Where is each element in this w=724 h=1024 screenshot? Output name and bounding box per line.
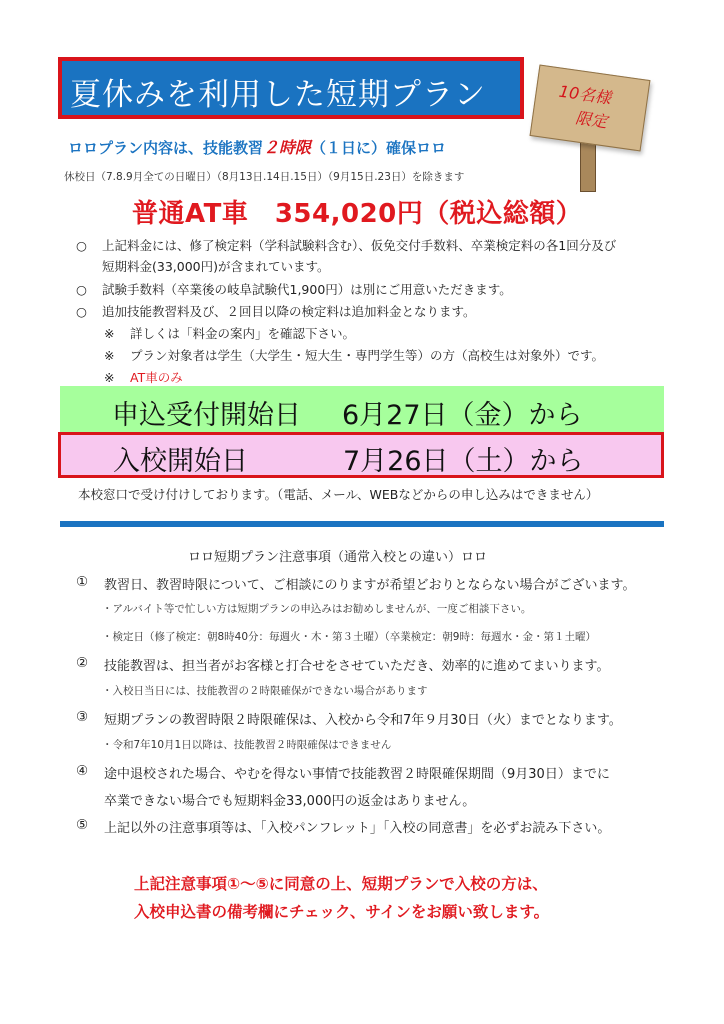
bullet-text: 追加技能教習料及び、２回目以降の検定料は追加料金となります。 [102, 304, 476, 319]
section-divider [60, 521, 664, 527]
caution-sub: ・アルバイト等で忙しい方は短期プランの申込みはお勧めしませんが、一度ご相談下さい。 [102, 603, 532, 615]
bullet-mark: ○ [76, 238, 87, 253]
caution-number: ⑤ [76, 817, 89, 833]
holiday-note: 休校日（7.8.9月全ての日曜日）（8月13日.14日.15日）（9月15日.23日）を除きます [64, 171, 465, 183]
note-item [104, 346, 604, 364]
caution-sub: ・令和7年10月1日以降は、技能教習２時限確保はできません [102, 739, 392, 751]
plan-subheading [68, 135, 446, 158]
bullet-mark: ○ [76, 282, 87, 297]
bullet-item [76, 280, 512, 298]
sign-text-count: 10名様 [557, 81, 613, 108]
subhead-prefix: ロロプラン内容は、技能教習 [68, 139, 264, 157]
caution-text: 卒業できない場合でも短期料金33,000円の返金はありません。 [104, 794, 476, 809]
entrance-date-box [58, 432, 664, 478]
caution-text: 上記以外の注意事項等は、「入校パンフレット」「入校の同意書」を必ずお読み下さい。 [104, 821, 611, 836]
note-text: 詳しくは「料金の案内」を確認下さい。 [130, 326, 356, 341]
caution-number: ② [76, 655, 89, 671]
limited-sign [530, 65, 651, 152]
note-item [104, 324, 355, 342]
caution-text: 短期プランの教習時限２時限確保は、入校から令和7年９月30日（火）までとなります。 [104, 713, 622, 728]
note-mark: ※ [104, 348, 115, 363]
note-mark: ※ [104, 326, 115, 341]
agreement-notice-line1: 上記注意事項①～⑤に同意の上、短期プランで入校の方は、 [134, 875, 548, 893]
entrance-label: 入校開始日 [113, 446, 248, 477]
price-heading: 普通AT車 354,020円（税込総額） [132, 199, 583, 229]
bullet-item [102, 257, 330, 275]
note-text: プラン対象者は学生（大学生・短大生・専門学生等）の方（高校生は対象外）です。 [130, 348, 605, 363]
caution-title: ロロ短期プラン注意事項（通常入校との違い）ロロ [188, 550, 488, 565]
sign-text-limited: 限定 [574, 108, 609, 132]
bullet-text: 試験手数料（卒業後の岐阜試験代1,900円）は別にご用意いただきます。 [102, 282, 512, 297]
caution-number: ③ [76, 709, 89, 725]
bullet-text: 上記料金には、修了検定料（学科試験料含む）、仮免交付手数料、卒業検定料の各1回分及び [102, 238, 617, 253]
application-date-box [60, 386, 664, 432]
note-mark: ※ [104, 370, 115, 385]
subhead-suffix: （１日に）確保ロロ [311, 139, 447, 157]
caution-text: 教習日、教習時限について、ご相談にのりますが希望どおりとならない場合がございます。 [104, 578, 636, 593]
application-date: 6月27日（金）から [342, 400, 583, 431]
caution-number: ④ [76, 763, 89, 779]
subhead-emphasis: ２時限 [263, 138, 312, 157]
title-banner [58, 57, 524, 119]
note-text-at-only: AT車のみ [130, 370, 183, 385]
caution-sub: ・入校日当日には、技能教習の２時限確保ができない場合があります [102, 685, 428, 697]
bullet-item [76, 236, 616, 254]
counter-note: 本校窓口で受け付けしております。（電話、メール、WEBなどからの申し込みはできません） [78, 487, 599, 502]
note-item [104, 368, 183, 386]
bullet-mark: ○ [76, 304, 87, 319]
bullet-item [76, 302, 476, 320]
caution-text: 技能教習は、担当者がお客様と打合せをさせていただき、効率的に進めてまいります。 [104, 659, 610, 674]
caution-sub: ・検定日（修了検定：朝8時40分：毎週火・木・第３土曜）（卒業検定：朝9時：毎週水・金・第１土曜） [102, 631, 596, 643]
agreement-notice-line2: 入校申込書の備考欄にチェック、サインをお願い致します。 [134, 903, 550, 921]
application-label: 申込受付開始日 [112, 400, 301, 431]
page-title: 夏休みを利用した短期プラン [70, 77, 486, 113]
caution-text: 途中退校された場合、やむを得ない事情で技能教習２時限確保期間（9月30日）までに [104, 767, 610, 782]
bullet-text: 短期料金(33,000円)が含まれています。 [102, 259, 330, 274]
entrance-date: 7月26日（土）から [343, 446, 584, 477]
caution-number: ① [76, 574, 89, 590]
